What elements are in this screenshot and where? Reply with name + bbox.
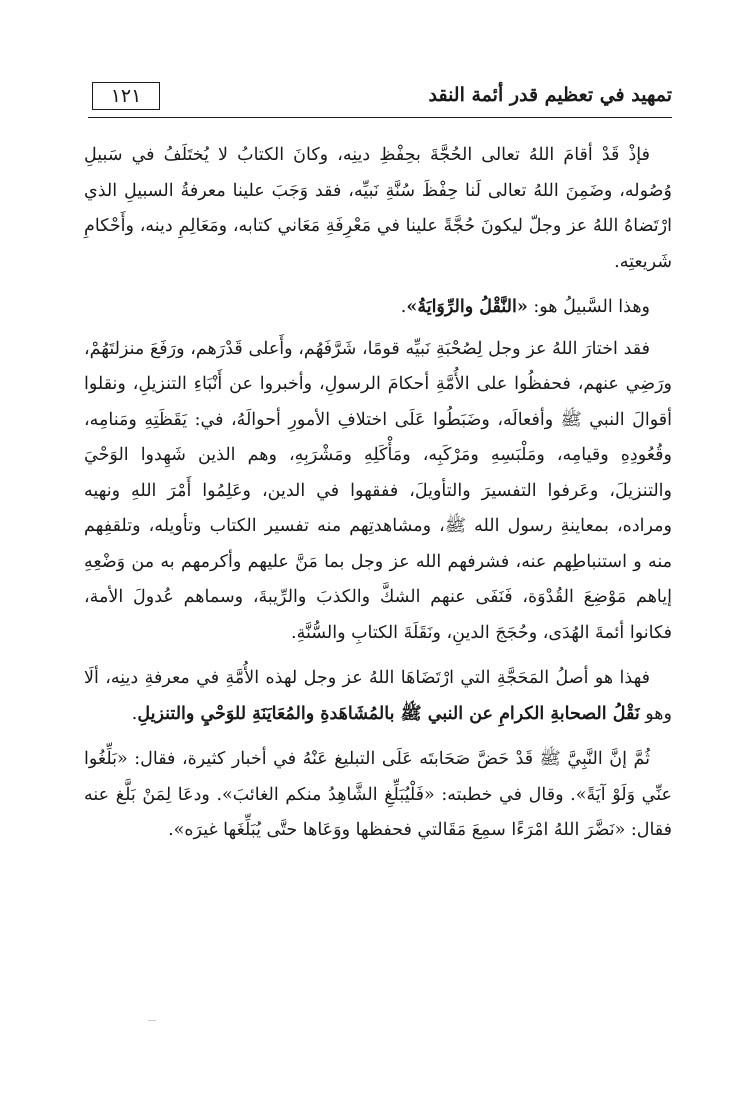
paragraph-2-lead: وهذا السَّبيلُ هو: — [527, 297, 650, 317]
header-rule — [88, 117, 672, 118]
page-number: ١٢١ — [92, 82, 160, 110]
paragraph-5: ثُمَّ إنَّ النَّبِيَّ ﷺ قَدْ حَضَّ صَحَابتَه عَلَى التبليغ عَنْهُ في أخبار كثيرة، فقال: «بَلِّغُوا عنِّي وَلَوْ آيَةً». وقال في خطبته: «فَلْيُبَلِّغِ الشَّاهِدُ منكم الغائبَ». ودعَا لِمَنْ بَلَّغ عنه فقال: «نَضَّرَ اللهُ امْرَءًا سمِعَ مَقَالتي فحفظها ووَعَاها حتَّى يُبَلِّغَها غيرَه». — [84, 749, 672, 840]
paragraph-3: فقد اختارَ اللهُ عز وجل لِصُحْبَةِ نَبيِّه قومًا، شَرَّفَهُم، وأَعلى قَدْرَهم، ورَفَعَ منزلتَهُمْ، ورَضِي عنهم، فحفظُوا على الأُمَّةِ أحكامَ الرسولِ، وأخبروا عن أَنْبَاءِ التنزيلِ، ونقلوا أقوالَ النبي ﷺ وأفعالَه، وضَبَطُوا عَلَى اختلافِ الأمورِ أحوالَهُ، في: يَقَظَتِهِ ومَنامِه، وقُعُودِهِ وقيامِه، ومَلْبَسِهِ ومَرْكَبِه، ومَأْكَلِهِ ومَشْرَبِهِ، وهم الذين شَهِدوا الوَحْيَ والتنزيلَ، وعَرفوا التفسيرَ والتأويلَ، ففقهوا في الدين، وعَلِمُوا أَمْرَ اللهِ ونهيه ومراده، بمعاينةِ رسول الله ﷺ، ومشاهدتِهم منه تفسير الكتاب وتأويله، وتلقفِهم منه و استنباطِهم عنه، فشرفهم الله عز وجل بما مَنَّ عليهم وأكرمهم به من وَضْعِهِ إياهم مَوْضِعَ القُدْوَة، فَنَفَى عنهم الشكَّ والكذبَ والرِّيبةَ، وسماهم عُدولَ الأمة، فكانوا أئمةَ الهُدَى، وحُجَجَ الدينِ، ونَقَلَةَ الكتابِ والسُّنَّةِ. — [84, 338, 672, 643]
running-title: تمهيد في تعظيم قدر أئمة النقد — [428, 84, 672, 106]
paragraph-4-tail: . — [131, 703, 138, 724]
paragraph-1: فإذْ قَدْ أقامَ اللهُ تعالى الحُجَّةَ بحِفْظِ دينِه، وكانَ الكتابُ لا يُختَلَفُ في سَبيلِ وُصُوله، وضَمِنَ اللهُ تعالى لَنا حِفْظَ سُنَّةِ نَبيِّه، فقد وَجَبَ علينا معرفةُ السبيلِ الذي ارْتَضاهُ اللهُ عز وجلّ ليكونَ حُجَّةً علينا في مَعْرِفَةِ مَعَاني كتابه، ومَعَالِمِ دينه، وأَحْكامِ شَريعتِه. — [84, 145, 672, 272]
scan-mark — [148, 1020, 156, 1021]
page-header — [88, 82, 672, 112]
page-body — [84, 138, 672, 859]
paragraph-4 — [84, 661, 672, 732]
paragraph-2-quote: «النَّقْلُ والرِّوَايَةُ» — [406, 297, 528, 317]
paragraph-4-emphasis: نَقْلُ الصحابةِ الكرامِ عن النبي ﷺ بالمُشَاهَدةِ والمُعَايَنَةِ للوَحْيِ والتنزيلِ — [137, 703, 640, 724]
paragraph-4-lead: فهذا هو أصلُ المَحَجَّةِ التي ارْتَضَاهَا اللهُ عز وجل لهذه الأُمَّةِ في معرفةِ دينِه، ألَا وهو — [84, 668, 672, 724]
paragraph-2 — [84, 290, 672, 326]
paragraph-2-tail: . — [400, 297, 407, 317]
